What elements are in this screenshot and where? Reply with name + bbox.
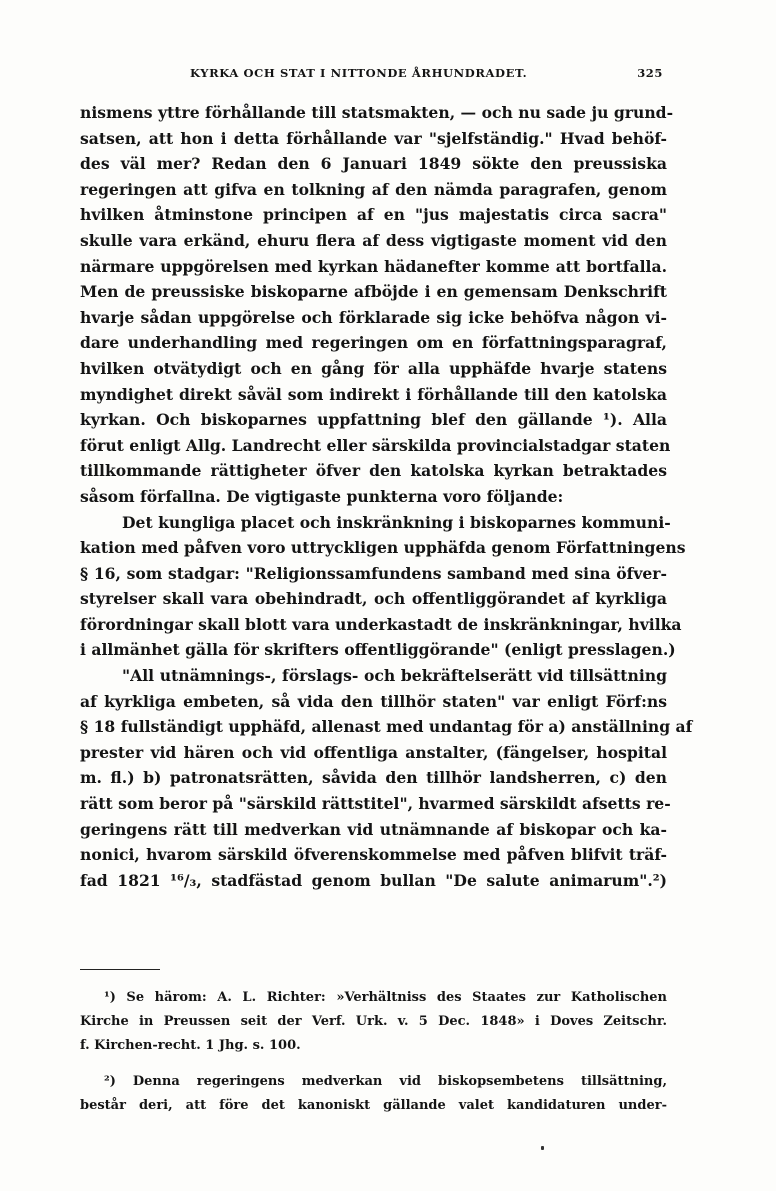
page-number: 325 xyxy=(637,66,663,80)
body-line: i allmänhet gälla för skrifters offentliggörande" (enligt presslagen.) xyxy=(80,640,676,660)
body-line: myndighet direkt såväl som indirekt i förhållande till den katolska xyxy=(80,384,667,404)
body-line: dare underhandling med regeringen om en författningsparagraf, xyxy=(80,333,667,353)
body-line: af kyrkliga embeten, så vida den tillhör staten" var enligt Förf:ns xyxy=(80,691,667,711)
footnote-line: ¹) Se härom: A. L. Richter: »Verhältniss des Staates zur Katholischen xyxy=(104,990,667,1005)
body-line: hvilken åtminstone principen af en "jus majestatis circa sacra" xyxy=(80,205,667,225)
footnote-line: ²) Denna regeringens medverkan vid biskopsembetens tillsättning, xyxy=(104,1074,667,1089)
body-line: närmare uppgörelsen med kyrkan hädanefter komme att bortfalla. xyxy=(80,256,667,276)
footnote-line: f. Kirchen-recht. 1 Jhg. s. 100. xyxy=(80,1038,301,1053)
body-line: Men de preussiske biskoparne afböjde i en gemensam Denkschrift xyxy=(80,282,667,302)
body-line: tillkommande rättigheter öfver den katolska kyrkan betraktades xyxy=(80,461,667,481)
running-head-title: KYRKA OCH STAT I NITTONDE ÅRHUNDRADET. xyxy=(190,66,528,80)
footnotes xyxy=(80,986,667,1118)
footnote-line: består deri, att före det kanoniskt gällande valet kandidaturen under- xyxy=(80,1098,667,1113)
body-line: förordningar skall blott vara underkastadt de inskränkningar, hvilka xyxy=(80,614,682,634)
body-line: kyrkan. Och biskoparnes uppfattning blef den gällande ¹). Alla xyxy=(80,410,667,430)
body-line: nismens yttre förhållande till statsmakten, — och nu sade ju grund- xyxy=(80,103,674,122)
body-line: fad 1821 ¹⁶/₃, stadfästad genom bullan "De salute animarum".²) xyxy=(80,870,667,890)
body-line: regeringen att gifva en tolkning af den nämda paragrafen, genom xyxy=(80,179,667,199)
body-line: rätt som beror på "särskild rättstitel", hvarmed särskildt afsetts re- xyxy=(80,794,671,814)
body-line: "All utnämnings-, förslags- och bekräftelserätt vid tillsättning xyxy=(122,666,667,686)
body-line: m. fl.) b) patronatsrätten, såvida den tillhör landsherren, c) den xyxy=(80,768,667,788)
body-line: skulle vara erkänd, ehuru flera af dess vigtigaste moment vid den xyxy=(80,230,667,250)
body-line: hvarje sådan uppgörelse och förklarade sig icke behöfva någon vi- xyxy=(80,307,667,327)
body-line: såsom förfallna. De vigtigaste punkterna voro följande: xyxy=(80,486,564,506)
body-line: satsen, att hon i detta förhållande var "sjelfständig." Hvad behöf- xyxy=(80,128,667,148)
body-line: geringens rätt till medverkan vid utnämnande af biskopar och ka- xyxy=(80,819,667,839)
footnote-divider xyxy=(80,969,160,970)
ink-speck xyxy=(541,1146,544,1150)
body-line: prester vid hären och vid offentliga anstalter, (fängelser, hospital xyxy=(80,742,667,762)
body-text xyxy=(80,100,693,893)
body-line: § 18 fullständigt upphäfd, allenast med undantag för a) anställning af xyxy=(80,717,693,737)
footnote-line: Kirche in Preussen seit der Verf. Urk. v. 5 Dec. 1848» i Doves Zeitschr. xyxy=(80,1014,667,1029)
body-line: nonici, hvarom särskild öfverenskommelse med påfven blifvit träf- xyxy=(80,845,667,865)
body-line: förut enligt Allg. Landrecht eller särskilda provincialstadgar staten xyxy=(80,435,671,455)
body-line: hvilken otvätydigt och en gång för alla upphäfde hvarje statens xyxy=(80,358,667,378)
body-line: § 16, som stadgar: "Religionssamfundens samband med sina öfver- xyxy=(80,563,667,583)
body-line: Det kungliga placet och inskränkning i biskoparnes kommuni- xyxy=(122,512,671,532)
body-line: styrelser skall vara obehindradt, och offentliggörandet af kyrkliga xyxy=(80,589,667,609)
body-line: des väl mer? Redan den 6 Januari 1849 sökte den preussiska xyxy=(80,154,667,174)
body-line: kation med påfven voro uttryckligen upphäfda genom Författningens xyxy=(80,538,686,558)
